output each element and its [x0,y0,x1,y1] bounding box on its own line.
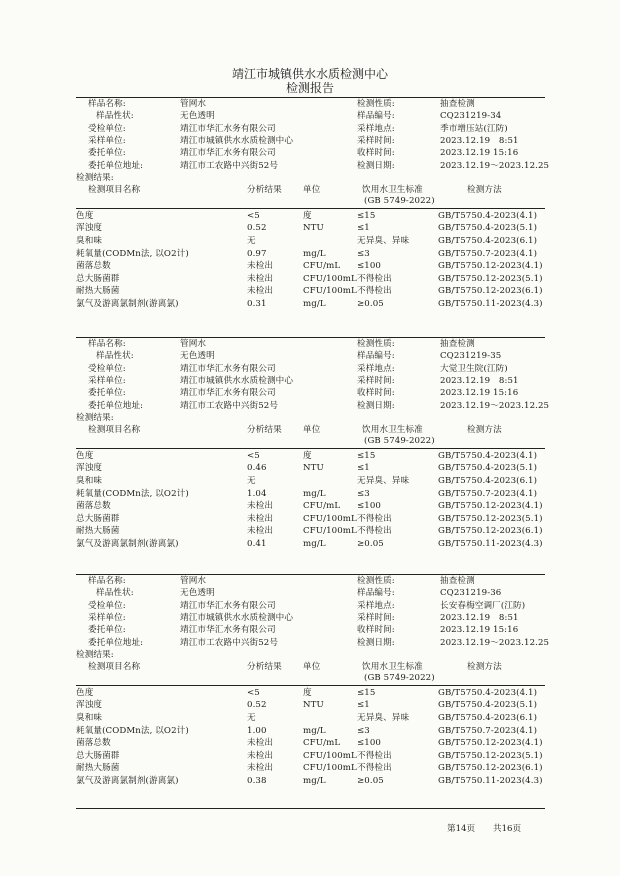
table-row-method: GB/T5750.4-2023(5.1) [438,463,538,474]
table-row-unit: mg/L [303,776,326,786]
info-value: 管网水 [180,339,207,349]
table-row-standard: ≤100 [357,738,382,749]
table-row-unit: 度 [303,450,312,461]
info-value: 2023.12.19 15:16 [440,625,519,636]
info-label: 样品名称: [88,576,126,586]
table-row-unit: mg/L [303,488,326,499]
info-label: 采样时间: [357,135,395,146]
info-value: 管网水 [180,99,207,109]
info-label: 采样地点: [357,123,395,134]
table-row-method: GB/T5750.11-2023(4.3) [438,776,543,786]
table-row-unit: CFU/100mL [303,513,357,524]
table-divider [76,208,545,209]
col-header-standard-code: (GB 5749-2022) [364,195,435,206]
info-value: 靖江市华汇水务有限公司 [180,123,276,134]
info-value: 2023.12.19 8:51 [440,612,519,623]
info-value: CQ231219-36 [440,588,502,599]
table-row-item: 总大肠菌群 [76,513,120,524]
table-row-method: GB/T5750.4-2023(4.1) [438,450,538,461]
info-value: 抽查检测 [440,339,475,349]
table-row-unit: CFU/mL [303,738,341,749]
table-row-method: GB/T5750.12-2023(6.1) [438,763,543,774]
info-value: 2023.12.19 15:16 [440,148,519,159]
table-row-item: 耐热大肠菌 [76,763,120,774]
info-value: 2023.12.19 8:51 [440,375,519,386]
table-row-result: 未检出 [247,261,274,272]
table-row-unit: CFU/100mL [303,273,357,284]
info-label: 采样地点: [357,600,395,611]
table-row-item: 色度 [76,450,94,461]
table-row-result: 无 [247,236,256,246]
info-label: 收样时间: [357,148,395,159]
table-row-item: 浑浊度 [76,463,103,474]
info-value: 靖江市华汇水务有限公司 [180,625,276,636]
col-header-method: 检测方法 [467,661,502,672]
table-row-unit: CFU/100mL [303,763,357,774]
info-label: 受检单位: [88,363,126,374]
info-label: 检测性质: [357,99,395,109]
table-row-result: 未检出 [247,286,274,297]
table-row-standard: ≤1 [357,463,370,474]
table-row-standard: ≥0.05 [357,539,384,549]
table-row-method: GB/T5750.4-2023(5.1) [438,700,538,711]
info-label: 委托单位地址: [88,400,144,411]
table-row-result: 0.38 [247,776,267,786]
table-row-item: 菌落总数 [76,501,111,512]
table-row-result: 0.41 [247,539,267,549]
table-row-item: 色度 [76,210,94,221]
info-value: 靖江市工农路中兴街52号 [180,637,279,648]
page-number: 第14页 [447,824,476,834]
table-row-item: 耗氧量(CODMn法, 以O2计) [76,725,189,736]
table-row-method: GB/T5750.12-2023(4.1) [438,738,543,749]
info-value: 靖江市工农路中兴街52号 [180,400,279,411]
info-value: 2023.12.19 8:51 [440,135,519,146]
info-value: 2023.12.19 15:16 [440,388,519,399]
table-row-item: 总大肠菌群 [76,273,120,284]
table-row-unit: CFU/mL [303,501,341,512]
info-value: 靖江市城镇供水水质检测中心 [180,612,294,623]
info-value: 靖江市华汇水务有限公司 [180,600,276,611]
table-row-result: <5 [247,450,260,461]
table-row-result: 0.46 [247,463,267,474]
info-value: 大觉卫生院(江防) [440,363,508,374]
table-row-standard: 无异臭、异味 [357,713,410,723]
table-row-result: 1.04 [247,488,267,499]
table-row-method: GB/T5750.7-2023(4.1) [438,248,538,259]
info-value: 靖江市城镇供水水质检测中心 [180,375,294,386]
table-row-standard: ≤1 [357,700,370,711]
info-value: 靖江市华汇水务有限公司 [180,388,276,399]
table-row-result: 未检出 [247,273,274,284]
table-row-result: 1.00 [247,725,267,736]
info-label: 检测日期: [357,400,395,411]
table-row-unit: CFU/mL [303,261,341,272]
table-row-standard: 无异臭、异味 [357,236,410,246]
info-label: 样品性状: [96,111,134,122]
info-value: CQ231219-34 [440,111,502,122]
table-divider [76,448,545,449]
table-row-standard: ≤100 [357,501,382,512]
info-value: 管网水 [180,576,207,586]
col-header-item: 检测项目名称 [88,661,141,672]
table-row-result: <5 [247,210,260,221]
table-row-method: GB/T5750.12-2023(6.1) [438,286,543,297]
info-label: 收样时间: [357,625,395,636]
table-row-item: 臭和味 [76,476,103,486]
info-label: 样品名称: [88,339,126,349]
table-row-standard: ≤100 [357,261,382,272]
table-row-standard: 不得检出 [357,273,392,284]
table-divider [76,574,545,575]
table-row-result: 未检出 [247,513,274,524]
table-row-unit: mg/L [303,725,326,736]
table-divider [76,337,545,338]
info-label: 受检单位: [88,600,126,611]
table-row-result: 0.52 [247,223,267,234]
info-value: 无色透明 [180,111,215,122]
table-row-method: GB/T5750.12-2023(6.1) [438,526,543,537]
col-header-result: 分析结果 [247,661,282,672]
info-value: 2023.12.19～2023.12.25 [440,400,550,411]
col-header-result: 分析结果 [247,184,282,195]
table-row-method: GB/T5750.4-2023(6.1) [438,476,538,486]
info-label: 样品名称: [88,99,126,109]
col-header-unit: 单位 [303,184,321,195]
table-row-standard: ≤15 [357,210,376,221]
table-row-method: GB/T5750.12-2023(5.1) [438,513,543,524]
info-label: 检测日期: [357,160,395,171]
info-label: 样品编号: [357,588,395,599]
table-row-item: 臭和味 [76,713,103,723]
table-row-unit: mg/L [303,248,326,259]
table-row-standard: 不得检出 [357,513,392,524]
table-row-standard: 不得检出 [357,526,392,537]
table-row-result: 未检出 [247,738,274,749]
table-row-result: 未检出 [247,526,274,537]
info-label: 采样时间: [357,612,395,623]
table-row-standard: 不得检出 [357,763,392,774]
info-value: 2023.12.19～2023.12.25 [440,637,550,648]
info-value: 无色透明 [180,588,215,599]
table-row-standard: ≤15 [357,687,376,698]
table-row-result: 0.31 [247,299,267,309]
table-row-method: GB/T5750.4-2023(5.1) [438,223,538,234]
results-label: 检测结果: [76,172,114,183]
table-row-item: 色度 [76,687,94,698]
info-label: 采样地点: [357,363,395,374]
table-row-item: 氯气及游离氯制剂(游离氯) [76,539,179,549]
table-row-result: 0.97 [247,248,267,259]
info-value: 季市增压站(江防) [440,123,508,134]
org-title: 靖江市城镇供水水质检测中心 [231,67,388,81]
table-row-method: GB/T5750.12-2023(5.1) [438,750,543,761]
table-row-result: 无 [247,476,256,486]
table-row-item: 耐热大肠菌 [76,286,120,297]
results-label: 检测结果: [76,412,114,423]
col-header-result: 分析结果 [247,424,282,435]
table-row-standard: ≥0.05 [357,776,384,786]
info-value: 靖江市华汇水务有限公司 [180,148,276,159]
info-label: 受检单位: [88,123,126,134]
info-value: 2023.12.19～2023.12.25 [440,160,550,171]
table-row-unit: NTU [303,463,324,474]
info-label: 采样单位: [88,375,126,386]
report-title: 检测报告 [285,81,334,95]
info-label: 样品性状: [96,351,134,362]
col-header-standard-code: (GB 5749-2022) [364,435,435,446]
table-row-item: 耐热大肠菌 [76,526,120,537]
table-row-standard: 无异臭、异味 [357,476,410,486]
col-header-standard: 饮用水卫生标准 [362,661,423,672]
table-row-method: GB/T5750.12-2023(4.1) [438,261,543,272]
table-row-item: 氯气及游离氯制剂(游离氯) [76,776,179,786]
col-header-item: 检测项目名称 [88,424,141,435]
table-row-item: 耗氧量(CODMn法, 以O2计) [76,488,189,499]
table-row-item: 总大肠菌群 [76,750,120,761]
table-row-standard: ≤3 [357,725,370,736]
table-row-item: 耗氧量(CODMn法, 以O2计) [76,248,189,259]
table-divider [76,97,545,98]
info-label: 样品编号: [357,351,395,362]
table-row-unit: 度 [303,687,312,698]
table-row-result: 0.52 [247,700,267,711]
col-header-standard: 饮用水卫生标准 [362,184,423,195]
info-label: 样品编号: [357,111,395,122]
info-label: 委托单位地址: [88,637,144,648]
table-row-result: 未检出 [247,763,274,774]
info-value: 靖江市工农路中兴街52号 [180,160,279,171]
table-row-result: 未检出 [247,501,274,512]
table-row-result: 无 [247,713,256,723]
table-row-standard: 不得检出 [357,286,392,297]
table-row-standard: 不得检出 [357,750,392,761]
table-row-item: 氯气及游离氯制剂(游离氯) [76,299,179,309]
table-row-item: 浑浊度 [76,700,103,711]
table-row-method: GB/T5750.12-2023(4.1) [438,501,543,512]
info-value: 无色透明 [180,351,215,362]
table-row-method: GB/T5750.7-2023(4.1) [438,725,538,736]
info-value: 抽查检测 [440,99,475,109]
table-row-standard: ≤3 [357,488,370,499]
col-header-item: 检测项目名称 [88,184,141,195]
table-row-method: GB/T5750.4-2023(6.1) [438,236,538,246]
info-label: 样品性状: [96,588,134,599]
table-row-item: 菌落总数 [76,261,111,272]
info-label: 委托单位: [88,148,126,159]
table-row-unit: CFU/100mL [303,286,357,297]
info-label: 检测日期: [357,637,395,648]
col-header-method: 检测方法 [467,184,502,195]
table-row-standard: ≤3 [357,248,370,259]
info-label: 检测性质: [357,576,395,586]
col-header-standard: 饮用水卫生标准 [362,424,423,435]
col-header-standard-code: (GB 5749-2022) [364,672,435,683]
col-header-unit: 单位 [303,661,321,672]
table-row-unit: CFU/100mL [303,750,357,761]
table-row-method: GB/T5750.4-2023(4.1) [438,210,538,221]
table-row-method: GB/T5750.4-2023(6.1) [438,713,538,723]
info-value: CQ231219-35 [440,351,502,362]
info-label: 检测性质: [357,339,395,349]
info-label: 采样单位: [88,135,126,146]
info-label: 收样时间: [357,388,395,399]
table-row-unit: mg/L [303,539,326,549]
table-row-unit: 度 [303,210,312,221]
table-row-item: 菌落总数 [76,738,111,749]
col-header-method: 检测方法 [467,424,502,435]
info-value: 抽查检测 [440,576,475,586]
info-value: 靖江市城镇供水水质检测中心 [180,135,294,146]
table-row-item: 浑浊度 [76,223,103,234]
table-row-unit: mg/L [303,299,326,309]
table-row-method: GB/T5750.7-2023(4.1) [438,488,538,499]
table-row-item: 臭和味 [76,236,103,246]
table-row-method: GB/T5750.11-2023(4.3) [438,299,543,309]
col-header-unit: 单位 [303,424,321,435]
info-value: 靖江市华汇水务有限公司 [180,363,276,374]
info-label: 采样时间: [357,375,395,386]
table-row-method: GB/T5750.12-2023(5.1) [438,273,543,284]
info-label: 采样单位: [88,612,126,623]
table-divider [76,808,545,809]
page-total: 共16页 [493,824,522,834]
table-row-method: GB/T5750.11-2023(4.3) [438,539,543,549]
table-row-standard: ≤1 [357,223,370,234]
table-row-result: <5 [247,687,260,698]
table-row-result: 未检出 [247,750,274,761]
table-divider [76,685,545,686]
info-label: 委托单位: [88,388,126,399]
results-label: 检测结果: [76,649,114,660]
info-value: 长安春梅空调厂(江防) [440,600,526,611]
table-row-standard: ≤15 [357,450,376,461]
table-row-unit: CFU/100mL [303,526,357,537]
table-row-unit: NTU [303,700,324,711]
table-row-method: GB/T5750.4-2023(4.1) [438,687,538,698]
info-label: 委托单位: [88,625,126,636]
table-row-standard: ≥0.05 [357,299,384,309]
table-row-unit: NTU [303,223,324,234]
info-label: 委托单位地址: [88,160,144,171]
